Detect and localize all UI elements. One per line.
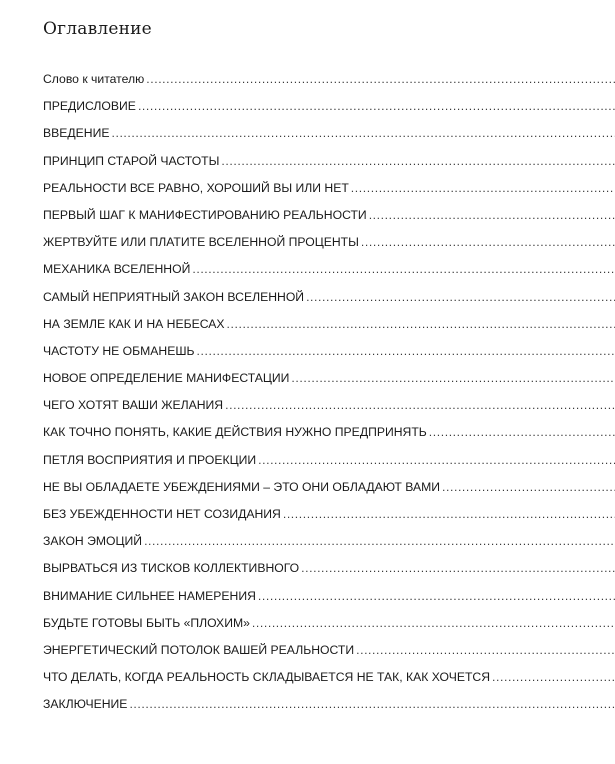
- toc-dot-leader: [429, 425, 615, 439]
- toc-entry[interactable]: [43, 398, 615, 425]
- toc-entry[interactable]: [43, 534, 615, 561]
- toc-entry-label: БУДЬТЕ ГОТОВЫ БЫТЬ «ПЛОХИМ»: [43, 615, 250, 630]
- toc-dot-leader: [258, 453, 615, 467]
- toc-dot-leader: [197, 344, 615, 358]
- toc-entry-label: НЕ ВЫ ОБЛАДАЕТЕ УБЕЖДЕНИЯМИ – ЭТО ОНИ ОБЛАДАЮТ ВАМИ: [43, 479, 440, 494]
- toc-entry[interactable]: [43, 371, 615, 398]
- toc-dot-leader: [492, 670, 615, 684]
- toc-entry-label: ВЫРВАТЬСЯ ИЗ ТИСКОВ КОЛЛЕКТИВНОГО: [43, 561, 300, 576]
- toc-entry[interactable]: [43, 290, 615, 317]
- toc-entry[interactable]: [43, 670, 615, 697]
- toc-entry[interactable]: [43, 235, 615, 262]
- toc-heading: Оглавление: [43, 19, 152, 39]
- toc-entry-label: КАК ТОЧНО ПОНЯТЬ, КАКИЕ ДЕЙСТВИЯ НУЖНО ПРЕДПРИНЯТЬ: [43, 425, 427, 440]
- toc-dot-leader: [227, 317, 615, 331]
- toc-entry-label: Слово к читателю: [43, 72, 145, 86]
- toc-dot-leader: [442, 480, 615, 494]
- toc-dot-leader: [369, 208, 615, 222]
- toc-entry-label: НОВОЕ ОПРЕДЕЛЕНИЕ МАНИФЕСТАЦИИ: [43, 371, 290, 386]
- toc-dot-leader: [283, 507, 615, 521]
- toc-dot-leader: [252, 616, 615, 630]
- toc-dot-leader: [192, 262, 615, 276]
- toc-entry-label: ЭНЕРГЕТИЧЕСКИЙ ПОТОЛОК ВАШЕЙ РЕАЛЬНОСТИ: [43, 642, 355, 657]
- toc-list: [43, 72, 615, 725]
- toc-entry[interactable]: [43, 453, 615, 480]
- toc-entry-label: ПРИНЦИП СТАРОЙ ЧАСТОТЫ: [43, 153, 220, 168]
- toc-entry-label: ПРЕДИСЛОВИЕ: [43, 99, 136, 114]
- toc-entry[interactable]: [43, 99, 615, 126]
- toc-entry[interactable]: [43, 697, 615, 724]
- toc-entry-label: ПЕРВЫЙ ШАГ К МАНИФЕСТИРОВАНИЮ РЕАЛЬНОСТИ: [43, 207, 367, 222]
- toc-dot-leader: [221, 154, 615, 168]
- toc-dot-leader: [361, 235, 615, 249]
- toc-entry-label: ЗАКЛЮЧЕНИЕ: [43, 697, 128, 712]
- toc-entry[interactable]: [43, 480, 615, 507]
- toc-entry[interactable]: [43, 181, 615, 208]
- toc-dot-leader: [351, 181, 615, 195]
- toc-entry-label: БЕЗ УБЕЖДЕННОСТИ НЕТ СОЗИДАНИЯ: [43, 507, 281, 521]
- toc-entry[interactable]: [43, 616, 615, 643]
- toc-entry[interactable]: [43, 561, 615, 588]
- toc-entry[interactable]: [43, 643, 615, 670]
- toc-entry-label: САМЫЙ НЕПРИЯТНЫЙ ЗАКОН ВСЕЛЕННОЙ: [43, 289, 305, 304]
- toc-entry[interactable]: [43, 208, 615, 235]
- toc-dot-leader: [356, 643, 615, 657]
- toc-dot-leader: [291, 371, 615, 385]
- toc-entry-label: РЕАЛЬНОСТИ ВСЕ РАВНО, ХОРОШИЙ ВЫ ИЛИ НЕТ: [43, 180, 349, 195]
- toc-entry[interactable]: [43, 589, 615, 616]
- toc-entry[interactable]: [43, 317, 615, 344]
- toc-dot-leader: [258, 589, 615, 603]
- toc-dot-leader: [138, 99, 615, 113]
- toc-entry-label: ЧТО ДЕЛАТЬ, КОГДА РЕАЛЬНОСТЬ СКЛАДЫВАЕТСЯ НЕ ТАК, КАК ХОЧЕТСЯ: [43, 670, 491, 685]
- toc-entry[interactable]: [43, 262, 615, 289]
- toc-entry-label: НА ЗЕМЛЕ КАК И НА НЕБЕСАХ: [43, 316, 225, 331]
- toc-entry-label: ВНИМАНИЕ СИЛЬНЕЕ НАМЕРЕНИЯ: [43, 588, 256, 603]
- toc-entry-label: ЧАСТОТУ НЕ ОБМАНЕШЬ: [43, 343, 195, 358]
- toc-dot-leader: [306, 290, 615, 304]
- toc-entry-label: МЕХАНИКА ВСЕЛЕННОЙ: [43, 262, 191, 277]
- toc-entry[interactable]: [43, 154, 615, 181]
- toc-dot-leader: [146, 72, 615, 86]
- toc-entry-label: ЖЕРТВУЙТЕ ИЛИ ПЛАТИТЕ ВСЕЛЕННОЙ ПРОЦЕНТЫ: [43, 235, 359, 250]
- toc-entry[interactable]: [43, 425, 615, 452]
- toc-dot-leader: [301, 561, 615, 575]
- toc-entry[interactable]: [43, 344, 615, 371]
- toc-entry-label: ВВЕДЕНИЕ: [43, 126, 110, 141]
- toc-entry[interactable]: [43, 72, 615, 99]
- toc-dot-leader: [225, 398, 615, 412]
- toc-entry-label: ПЕТЛЯ ВОСПРИЯТИЯ И ПРОЕКЦИИ: [43, 452, 257, 467]
- toc-dot-leader: [129, 697, 615, 711]
- toc-dot-leader: [111, 126, 615, 140]
- toc-dot-leader: [144, 534, 615, 548]
- toc-entry[interactable]: [43, 126, 615, 153]
- toc-entry[interactable]: [43, 507, 615, 534]
- toc-entry-label: ЧЕГО ХОТЯТ ВАШИ ЖЕЛАНИЯ: [43, 398, 224, 413]
- toc-entry-label: ЗАКОН ЭМОЦИЙ: [43, 534, 143, 549]
